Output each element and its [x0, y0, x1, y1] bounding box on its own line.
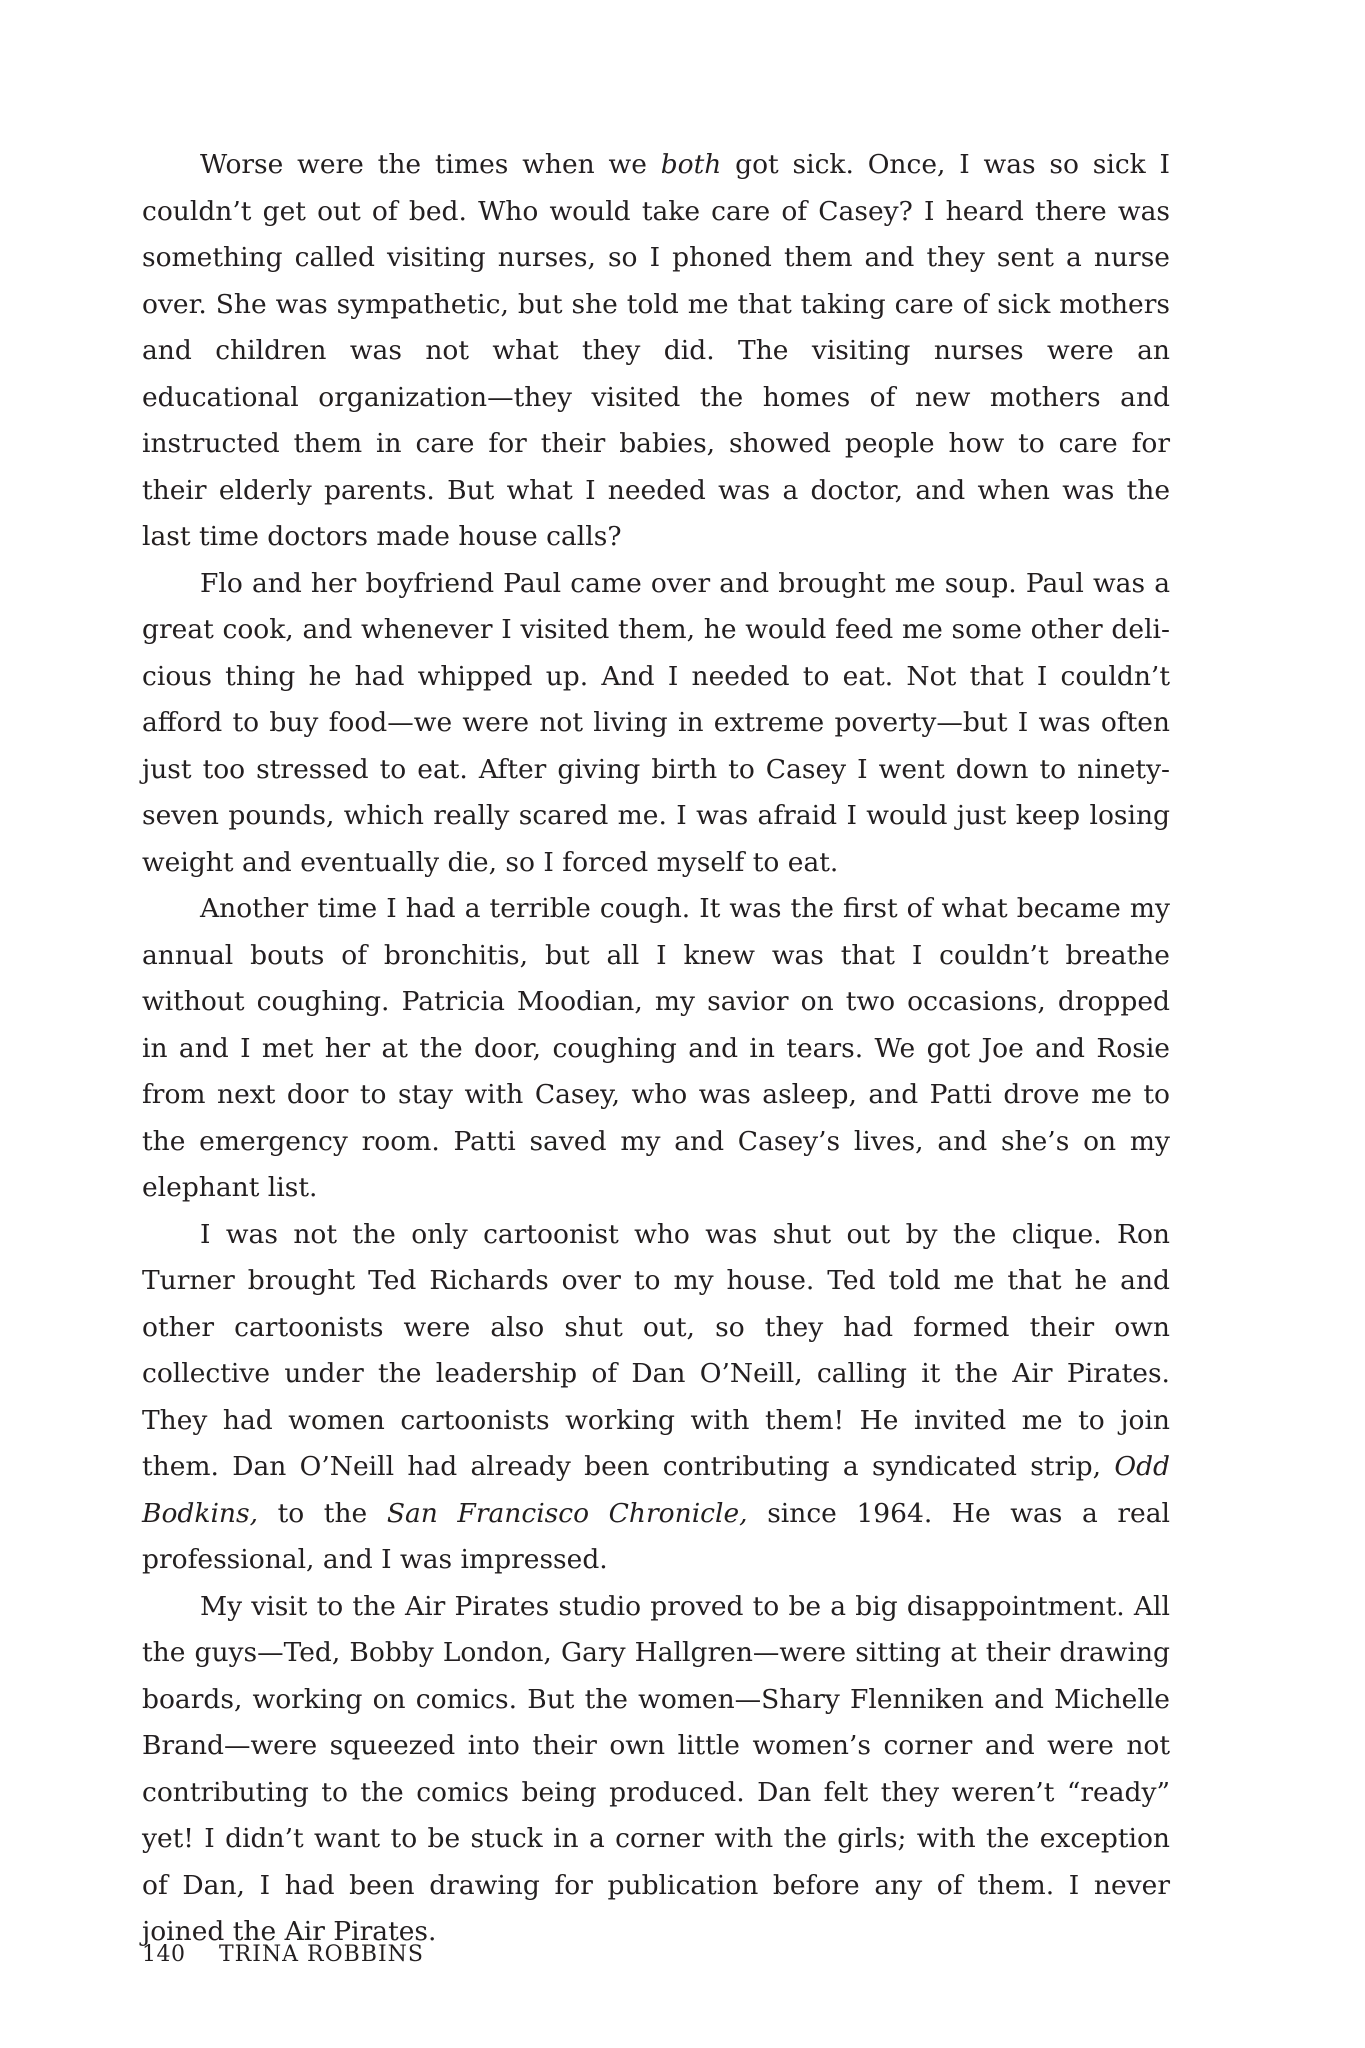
page-footer	[142, 1942, 424, 1967]
text-run: got sick. Once, I was so sick I couldn’t get out of bed. Who would take care of Casey? I heard there was something called visiting nurses, so I phoned them and they sent a nurse over. She was sympathetic, but she told me that taking care of sick mothers and children was not what they did. The visiting nurses were an educational organization—they visited the homes of new mothers and instructed them in care for their babies, showed people how to care for their elderly parents. But what I needed was a doctor, and when was the last time doctors made house calls?	[142, 149, 1171, 552]
text-run: Worse were the times when we	[200, 149, 661, 180]
text-run: My visit to the Air Pirates studio proved to be a big disappointment. All the guys—Ted, Bobby London, Gary Hallgren—were sitting at their drawing boards, working on comics. But the women—Shary Flenniken and Michelle Brand—were squeezed into their own little women’s corner and were not contributing to the comics being produced. Dan felt they weren’t “ready” yet! I didn’t want to be stuck in a corner with the girls; with the exception of Dan, I had been drawing for publication before any of them. I never joined the Air Pirates.	[142, 1590, 1170, 1947]
paragraph	[142, 1212, 1170, 1584]
italic-run: Odd Bodkins,	[142, 1451, 1170, 1529]
text-run: I was not the only cartoonist who was shut out by the clique. Ron Turner brought Ted Richards over to my house. Ted told me that he and other cartoonists were also shut out, so they had formed their own collective under the leadership of Dan O’Neill, calling it the Air Pirates. They had women cartoonists working with them! He invited me to join them. Dan O’Neill had already been contributing a syndicated strip,	[142, 1218, 1170, 1482]
italic-run: San Francisco Chronicle,	[386, 1497, 748, 1529]
text-run: Another time I had a terrible cough. It was the first of what became my annual bouts of bronchitis, but all I knew was that I couldn’t breathe without coughing. Patricia Moodian, my savior on two occasions, dropped in and I met her at the door, coughing and in tears. We got Joe and Rosie from next door to stay with Casey, who was asleep, and Patti drove me to the emergency room. Patti saved my and Casey’s lives, and she’s on my elephant list.	[142, 893, 1170, 1203]
text-run: Flo and her boyfriend Paul came over and brought me soup. Paul was a great cook, and whenever I visited them, he would feed me some other delicious thing he had whipped up. And I needed to eat. Not that I couldn’t afford to buy food—we were not living in extreme poverty—but I was often just too stressed to eat. After giving birth to Casey I went down to ninety-seven pounds, which really scared me. I was afraid I would just keep losing weight and eventually die, so I forced myself to eat.	[142, 567, 1170, 878]
body-text	[142, 142, 1170, 1956]
italic-run: both	[660, 149, 722, 180]
running-head: TRINA ROBBINS	[219, 1942, 425, 1967]
page-number: 140	[142, 1942, 186, 1967]
text-run: since 1964. He was a real professional, and I was impressed.	[142, 1497, 1170, 1575]
text-run: to the	[258, 1497, 387, 1529]
paragraph	[142, 142, 1170, 561]
paragraph	[142, 886, 1170, 1212]
paragraph	[142, 561, 1170, 887]
paragraph	[142, 1584, 1170, 1956]
